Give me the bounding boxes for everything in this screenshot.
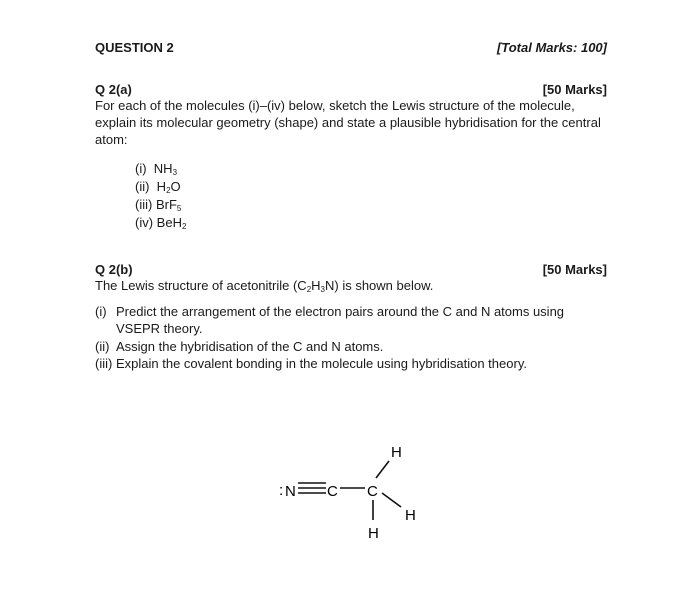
molecule-item: (ii) $H_2O$ — [135, 179, 181, 195]
nitrogen-atom: N — [285, 483, 296, 500]
nitrile-carbon: C — [327, 483, 338, 500]
hydrogen-top: H — [391, 444, 402, 461]
task-item: (iii) Explain the covalent bonding in the molecule using hybridisation theory. — [95, 356, 527, 371]
total-marks: [Total Marks: 100] — [496, 40, 607, 55]
question-title: QUESTION 2 — [95, 40, 174, 55]
q2a-marks: [50 Marks] — [542, 82, 607, 97]
q2b-header — [95, 262, 607, 277]
molecule-list — [135, 160, 186, 232]
lone-pair-dots: : — [279, 482, 284, 499]
molecule-item: (iv) BeH$_2$ — [135, 215, 187, 231]
q2b-marks: [50 Marks] — [542, 262, 607, 277]
bond-c-h-right — [382, 493, 401, 507]
task-item: (i) Predict the arrangement of the electron pairs around the C and N atoms using VSEPR theory. — [95, 304, 565, 336]
q2a-instructions: For each of the molecules (i)–(iv) below, sketch the Lewis structure of the molecule, explain its molecular geometry (shape) and state a plausible hybridisation for the central atom: — [95, 98, 601, 147]
q2b-task-list — [95, 303, 595, 372]
question-header — [95, 40, 607, 55]
q2a-label: Q 2(a) — [95, 82, 132, 97]
q2b-label: Q 2(b) — [95, 262, 133, 277]
acetonitrile-structure — [260, 430, 460, 550]
q2b-intro: The Lewis structure of acetonitrile $(C_2H_3N)$ is shown below. — [95, 278, 434, 294]
molecule-item: (i) $NH_3$ — [135, 161, 178, 177]
task-item: (ii) Assign the hybridisation of the C and N atoms. — [95, 339, 384, 354]
methyl-carbon: C — [367, 483, 378, 500]
q2a-header — [95, 82, 607, 97]
bond-c-h-top — [376, 461, 389, 478]
molecule-item: (iii) BrF$_5$ — [135, 197, 182, 213]
hydrogen-bottom: H — [368, 525, 379, 542]
hydrogen-right: H — [405, 507, 416, 524]
